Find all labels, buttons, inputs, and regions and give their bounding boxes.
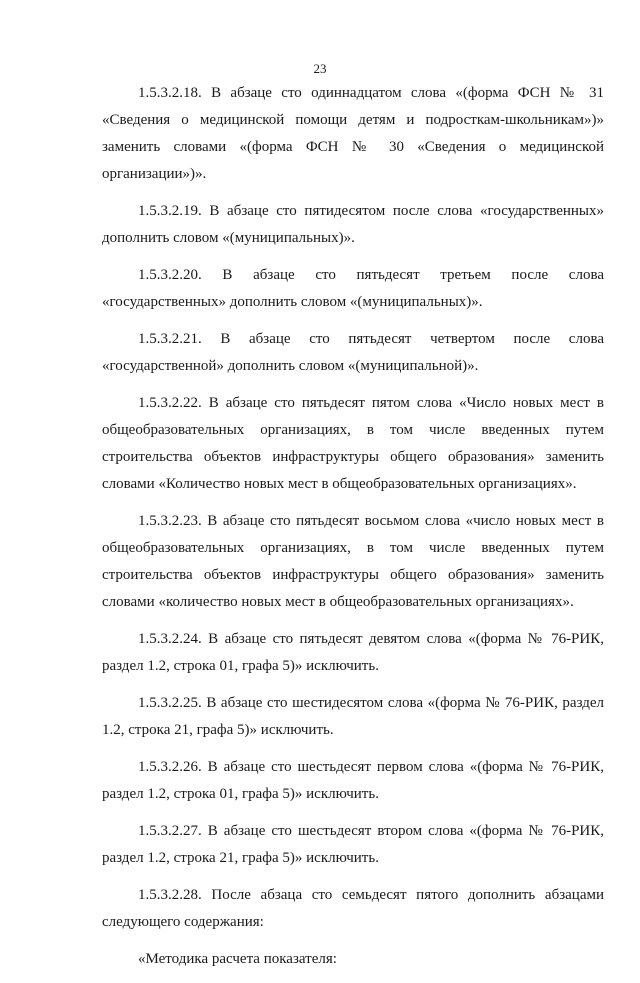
- paragraph: 1.5.3.2.27. В абзаце сто шестьдесят втором слова «(форма № 76-РИК, раздел 1.2, строка 21, графа 5)» исключить.: [102, 823, 604, 866]
- paragraph: 1.5.3.2.26. В абзаце сто шестьдесят первом слова «(форма № 76-РИК, раздел 1.2, строка 01, графа 5)» исключить.: [102, 759, 604, 802]
- paragraph: 1.5.3.2.18. В абзаце сто одиннадцатом слова «(форма ФСН № 31 «Сведения о медицинской помощи детям и подросткам-школьникам»)» заменить словами «(форма ФСН № 30 «Сведения о медицинской организации»)».: [102, 85, 604, 182]
- paragraph: 1.5.3.2.25. В абзаце сто шестидесятом слова «(форма № 76-РИК, раздел 1.2, строка 21, графа 5)» исключить.: [102, 695, 604, 738]
- document-body: [102, 80, 604, 983]
- paragraph: 1.5.3.2.28. После абзаца сто семьдесят пятого дополнить абзацами следующего содержания:: [102, 887, 604, 930]
- page-number: 23: [313, 61, 327, 76]
- paragraph: 1.5.3.2.19. В абзаце сто пятидесятом после слова «государственных» дополнить словом «(муниципальных)».: [102, 203, 604, 246]
- paragraph: «Методика расчета показателя:: [138, 951, 337, 967]
- paragraph: 1.5.3.2.21. В абзаце сто пятьдесят четвертом после слова «государственной» дополнить словом «(муниципальной)».: [102, 331, 604, 374]
- paragraph: 1.5.3.2.22. В абзаце сто пятьдесят пятом слова «Число новых мест в общеобразовательных организациях, в том числе введенных путем строительства объектов инфраструктуры общего образования» заменить словами «Количество новых мест в общеобразовательных организациях».: [102, 395, 604, 492]
- paragraph: 1.5.3.2.23. В абзаце сто пятьдесят восьмом слова «число новых мест в общеобразовательных организациях, в том числе введенных путем строительства объектов инфраструктуры общего образования» заменить словами «количество новых мест в общеобразовательных организациях».: [102, 513, 604, 610]
- paragraph: 1.5.3.2.20. В абзаце сто пятьдесят третьем после слова «государственных» дополнить словом «(муниципальных)».: [102, 267, 604, 310]
- paragraph: 1.5.3.2.24. В абзаце сто пятьдесят девятом слова «(форма № 76-РИК, раздел 1.2, строка 01, графа 5)» исключить.: [102, 631, 604, 674]
